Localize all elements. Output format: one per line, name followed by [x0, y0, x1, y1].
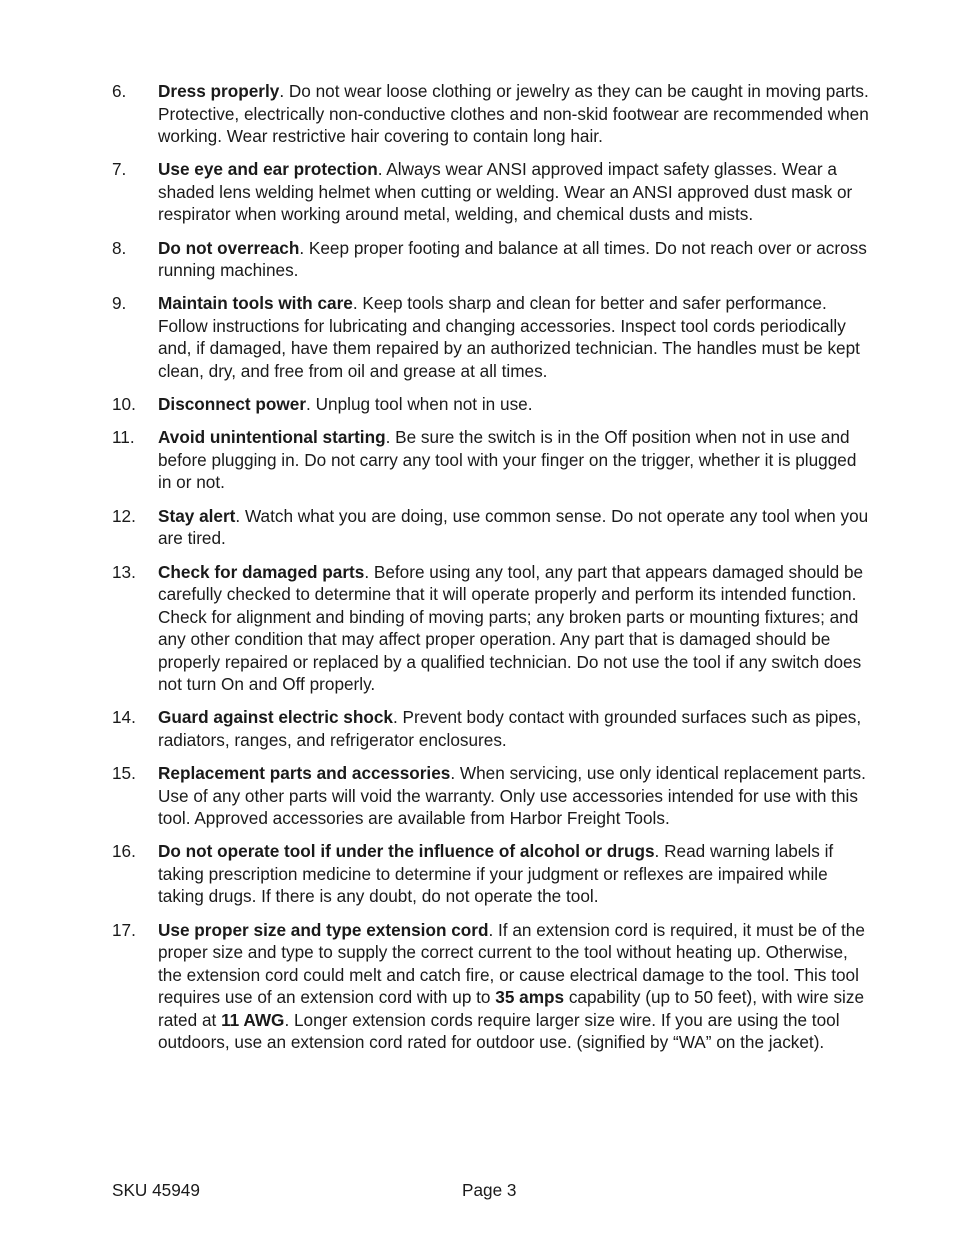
item-number: 12. [112, 505, 136, 526]
item-body [158, 762, 872, 830]
item-number: 17. [112, 919, 136, 940]
item-text: capability (up to 50 feet), with wire size rated at [158, 987, 865, 1030]
item-number: 9. [112, 293, 127, 314]
list-item [112, 706, 872, 751]
list-item [112, 158, 872, 226]
item-body [158, 505, 872, 550]
item-text: . Before using any tool, any part that appears damaged should be carefully checked to determine that it will operate properly and perform its intended function. Check for alignment and binding of moving parts; any broken parts or mounting fixtures; and any other condition that may affect proper operation. Any part that is damaged should be properly repaired or replaced by a qualified technician. Do not use the tool if any switch does not turn On and Off properly. [158, 561, 864, 695]
item-title: Use proper size and type extension cord [158, 919, 489, 940]
item-text: . Always wear ANSI approved impact safety glasses. Wear a shaded lens welding helmet when cutting or welding. Wear an ANSI approved dust mask or respirator when working around metal, welding, and chemical dusts and mists. [158, 159, 853, 225]
item-body [158, 426, 872, 494]
wire-gauge: 11 AWG [221, 1009, 285, 1030]
item-title: Replacement parts and accessories [158, 763, 451, 784]
item-text: . If an extension cord is required, it must be of the proper size and type to supply the correct current to the tool without heating up. Otherwise, the extension cord could melt and catch fire, or cause electrical damage to the tool. This tool requires use of an extension cord with up to [158, 919, 865, 1008]
item-text: . Unplug tool when not in use. [306, 394, 533, 415]
list-item [112, 919, 872, 1054]
item-text: . Read warning labels if taking prescription medicine to determine if your judgment or reflexes are impaired while taking drugs. If there is any doubt, do not operate the tool. [158, 841, 834, 907]
footer-sku: SKU 45949 [112, 1180, 200, 1200]
item-number: 11. [112, 427, 135, 448]
footer-page-number: Page 3 [462, 1180, 517, 1200]
item-body [158, 158, 872, 226]
amps-rating: 35 amps [495, 987, 565, 1008]
item-body [158, 919, 872, 1054]
item-text: . Prevent body contact with grounded surfaces such as pipes, radiators, ranges, and refrigerator enclosures. [158, 707, 862, 750]
item-number: 13. [112, 561, 136, 582]
item-number: 14. [112, 707, 136, 728]
item-text: . When servicing, use only identical replacement parts. Use of any other parts will void the warranty. Only use accessories intended for use with this tool. Approved accessories are available from Harbor Freight Tools. [158, 763, 866, 829]
item-number: 10. [112, 394, 136, 415]
item-body [158, 80, 872, 148]
item-title: Use eye and ear protection [158, 159, 378, 180]
item-body [158, 237, 872, 282]
item-body [158, 840, 872, 908]
item-title: Disconnect power [158, 394, 307, 415]
item-text: . Longer extension cords require larger size wire. If you are using the tool outdoors, use an extension cord rated for outdoor use. (signified by “WA” on the jacket). [158, 1009, 840, 1053]
safety-rules-list [112, 80, 872, 1065]
list-item [112, 840, 872, 908]
list-item [112, 561, 872, 696]
item-text: . Be sure the switch is in the Off position when not in use and before plugging in. Do not carry any tool with your finger on the trigger, whether it is plugged in or not. [158, 427, 857, 493]
item-number: 15. [112, 763, 136, 784]
item-text: . Watch what you are doing, use common sense. Do not operate any tool when you are tired. [158, 505, 869, 549]
item-text: . Keep proper footing and balance at all times. Do not reach over or across running machines. [158, 237, 867, 281]
item-number: 8. [112, 237, 127, 258]
item-text: . Keep tools sharp and clean for better and safer performance. Follow instructions for lubricating and changing accessories. Inspect tool cords periodically and, if damaged, have them repaired by an authorized technician. The handles must be kept clean, dry, and free from oil and grease at all times. [158, 293, 860, 381]
item-title: Dress properly [158, 81, 280, 101]
list-item [112, 393, 872, 416]
item-body [158, 292, 872, 382]
item-number: 6. [112, 81, 127, 101]
item-number: 7. [112, 159, 127, 180]
item-title: Guard against electric shock [158, 707, 393, 728]
item-body [158, 393, 872, 416]
item-text: . Do not wear loose clothing or jewelry as they can be caught in moving parts. Protective, electrically non-conductive clothes and non-skid footwear are recommended when working. Wear restrictive hair covering to contain long hair. [158, 81, 869, 146]
item-number: 16. [112, 841, 136, 862]
list-item [112, 762, 872, 830]
list-item [112, 426, 872, 494]
item-body [158, 706, 872, 751]
list-item [112, 80, 872, 148]
item-title: Maintain tools with care [158, 293, 353, 314]
item-body [158, 561, 872, 696]
list-item [112, 292, 872, 382]
list-item [112, 505, 872, 550]
item-title: Stay alert [158, 505, 236, 526]
item-title: Do not overreach [158, 237, 300, 258]
item-title: Check for damaged parts [158, 561, 365, 582]
item-title: Do not operate tool if under the influence of alcohol or drugs [158, 841, 655, 862]
list-item [112, 237, 872, 282]
item-title: Avoid unintentional starting [158, 427, 386, 448]
